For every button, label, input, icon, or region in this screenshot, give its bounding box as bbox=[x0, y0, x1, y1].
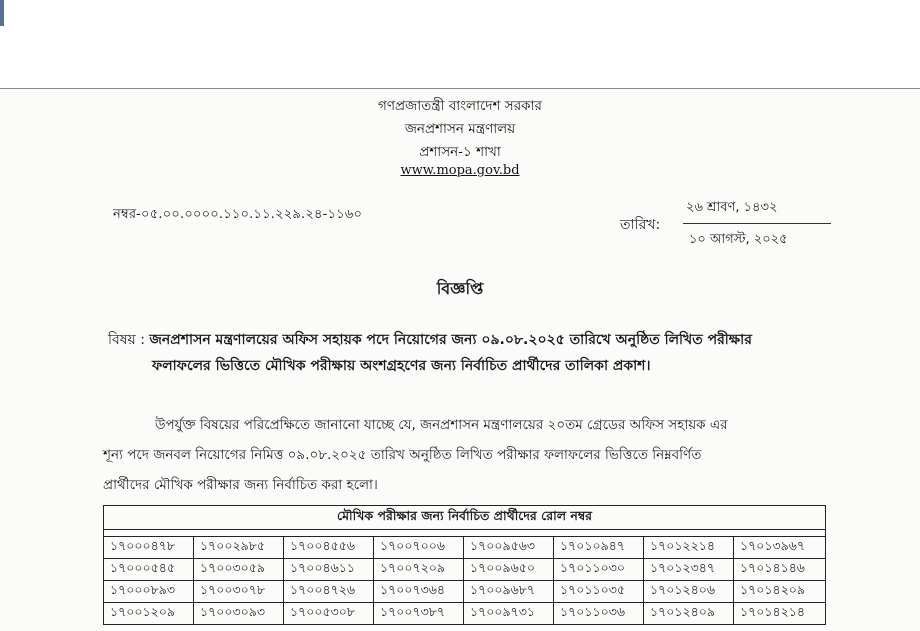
roll-number-cell: ১৭০১১০৩৬ bbox=[554, 603, 644, 625]
roll-number-cell: ১৭০০২৯৮৫ bbox=[194, 537, 284, 559]
table-row bbox=[104, 603, 826, 625]
body-line-3: প্রার্থীদের মৌখিক পরীক্ষার জন্য নির্বাচিত করা হলো। bbox=[103, 477, 378, 493]
roll-number-cell: ১৭০০৯৬৮৭ bbox=[464, 581, 554, 603]
roll-number-cell: ১৭০০৪৬১১ bbox=[284, 559, 374, 581]
branch-name: প্রশাসন-১ শাখা bbox=[419, 144, 501, 160]
roll-number-cell: ১৭০১৪২১৪ bbox=[734, 603, 826, 625]
roll-number-cell: ১৭০০৪৫৫৬ bbox=[284, 537, 374, 559]
date-block bbox=[683, 198, 831, 251]
notice-title: বিজ্ঞপ্তি bbox=[436, 279, 484, 298]
body-paragraph bbox=[103, 410, 843, 500]
subject-text-2: ফলাফলের ভিত্তিতে মৌখিক পরীক্ষায় অংশগ্রহণের জন্য নির্বাচিত প্রার্থীদের তালিকা প্রকাশ। bbox=[152, 358, 651, 374]
roll-number-cell: ১৭০১২৪০৬ bbox=[644, 581, 734, 603]
date-label: তারিখ: bbox=[620, 217, 661, 233]
roll-number-cell: ১৭০০০৪৭৮ bbox=[104, 537, 194, 559]
roll-table-body bbox=[104, 530, 826, 625]
roll-number-cell: ১৭০০৪৭২৬ bbox=[284, 581, 374, 603]
subject-text-1: জনপ্রশাসন মন্ত্রণালয়ের অফিস সহায়ক পদে নিয়োগের জন্য ০৯.০৮.২০২৫ তারিখে অনুষ্ঠিত লিখিত পরীক্ষার bbox=[149, 332, 752, 348]
roll-number-cell: ১৭০০১২০৯ bbox=[104, 603, 194, 625]
roll-number-cell: ১৭০০৭০০৬ bbox=[374, 537, 464, 559]
body-line-1: উপর্যুক্ত বিষয়ের পরিপ্রেক্ষিতে জানানো যাচ্ছে যে, জনপ্রশাসন মন্ত্রণালয়ের ২০তম গ্রেডের অফিস সহায়ক এর bbox=[155, 417, 728, 433]
table-row bbox=[104, 537, 826, 559]
roll-number-cell: ১৭০১২৩৪৭ bbox=[644, 559, 734, 581]
date-english: ১০ আগস্ট, ২০২৫ bbox=[689, 232, 788, 247]
roll-number-cell: ১৭০১২৪০৯ bbox=[644, 603, 734, 625]
roll-number-cell: ১৭০০৫৩০৮ bbox=[284, 603, 374, 625]
roll-number-cell: ১৭০০৯৭৩১ bbox=[464, 603, 554, 625]
top-blank-band bbox=[0, 0, 920, 88]
roll-number-table bbox=[103, 505, 826, 625]
roll-number-cell: ১৭০১১০৩৫ bbox=[554, 581, 644, 603]
corner-mark bbox=[0, 0, 4, 26]
roll-number-cell: ১৭০১৪১৪৬ bbox=[734, 559, 826, 581]
subject-block bbox=[108, 327, 868, 379]
roll-number-cell: ১৭০০৭৩৬৪ bbox=[374, 581, 464, 603]
roll-number-cell: ১৭০০৭২০৯ bbox=[374, 559, 464, 581]
date-bangla: ২৬ শ্রাবণ, ১৪৩২ bbox=[683, 198, 831, 224]
website-link[interactable]: www.mopa.gov.bd bbox=[400, 163, 520, 178]
ministry-name: জনপ্রশাসন মন্ত্রণালয় bbox=[404, 121, 516, 137]
roll-number-cell: ১৭০১২২১৪ bbox=[644, 537, 734, 559]
roll-table-title: মৌখিক পরীক্ষার জন্য নির্বাচিত প্রার্থীদের রোল নম্বর bbox=[104, 506, 826, 530]
roll-number-cell: ১৭০০৩০৭৮ bbox=[194, 581, 284, 603]
table-row bbox=[104, 581, 826, 603]
roll-number-cell: ১৭০০৯৬৫০ bbox=[464, 559, 554, 581]
roll-number-cell: ১৭০০০৮৯৩ bbox=[104, 581, 194, 603]
table-spacer bbox=[104, 530, 826, 537]
roll-number-cell: ১৭০০৩০৯৩ bbox=[194, 603, 284, 625]
roll-number-cell: ১৭০০০৫৪৫ bbox=[104, 559, 194, 581]
roll-number-cell: ১৭০০৩০৫৯ bbox=[194, 559, 284, 581]
roll-number-cell: ১৭০০৯৫৬৩ bbox=[464, 537, 554, 559]
govt-title: গণপ্রজাতন্ত্রী বাংলাদেশ সরকার bbox=[378, 98, 542, 114]
body-line-2: শূন্য পদে জনবল নিয়োগের নিমিত্ত ০৯.০৮.২০২৫ তারিখ অনুষ্ঠিত লিখিত পরীক্ষার ফলাফলের ভিত্তিতে নিম্নবর্ণিত bbox=[103, 447, 702, 463]
memo-number: নম্বর-০৫.০০.০০০০.১১০.১১.২২৯.২৪-১১৬০ bbox=[113, 207, 363, 222]
subject-line-1 bbox=[108, 327, 868, 353]
roll-number-cell: ১৭০০৭৩৮৭ bbox=[374, 603, 464, 625]
roll-number-cell: ১৭০১৪২০৯ bbox=[734, 581, 826, 603]
roll-number-cell: ১৭০১০৯৪৭ bbox=[554, 537, 644, 559]
table-row bbox=[104, 559, 826, 581]
subject-label: বিষয় : bbox=[108, 332, 145, 348]
roll-number-cell: ১৭০১১০৩০ bbox=[554, 559, 644, 581]
roll-number-cell: ১৭০১৩৯৬৭ bbox=[734, 537, 826, 559]
